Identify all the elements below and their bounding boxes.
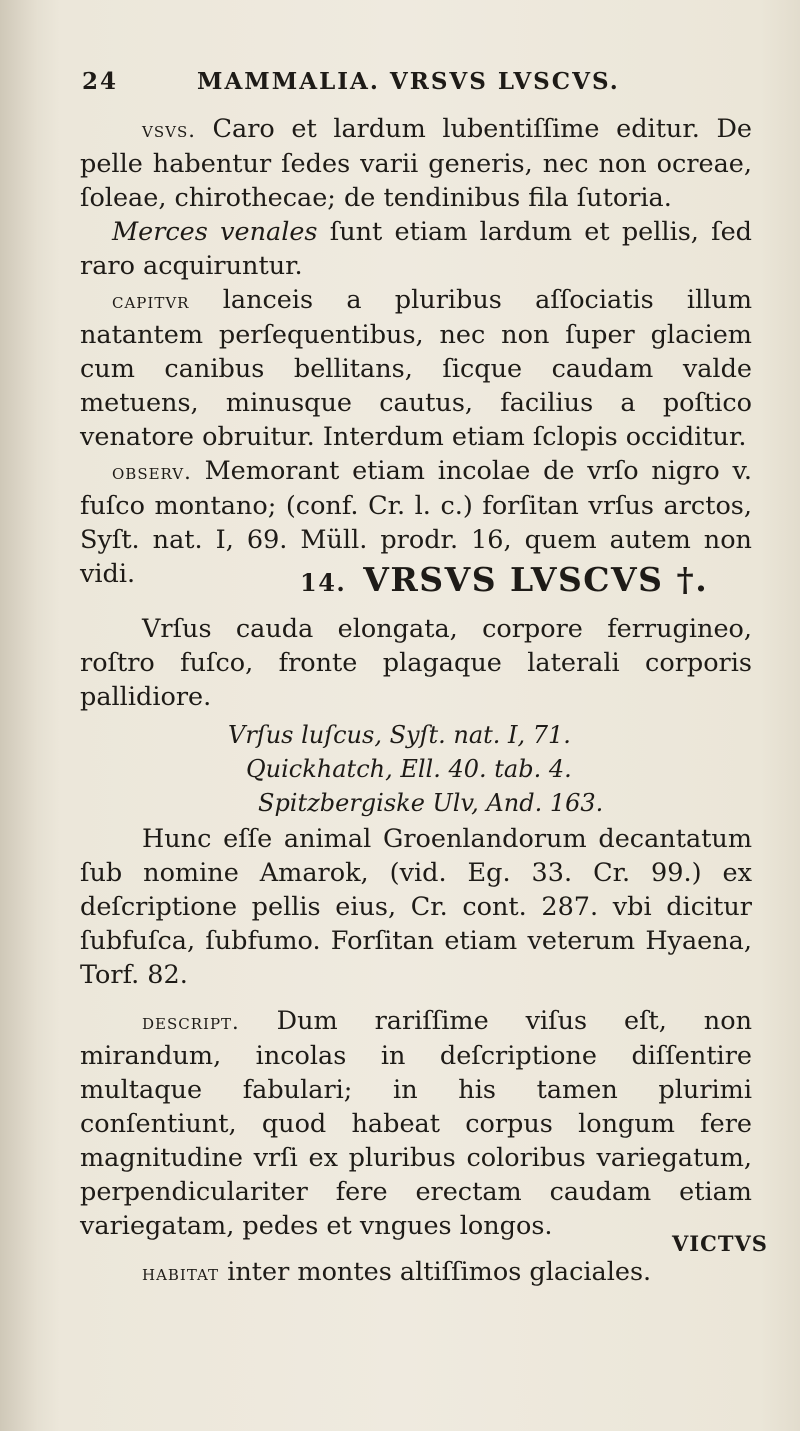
paragraph-lead: observ. — [112, 460, 192, 484]
species-number: 14. — [300, 568, 347, 597]
species-description-block — [80, 612, 752, 714]
catchword: VICTVS — [672, 1231, 768, 1256]
paragraph-lead: capitvr — [112, 289, 190, 313]
paragraph-description — [80, 1004, 752, 1243]
paragraph-body: Caro et lardum lubentiſſime editur. De pelle habentur ſedes varii generis, nec non ocreae, ſoleae, chirothecae; de tendinibus fila ſutoria. — [80, 114, 752, 213]
paragraph-body: Memorant etiam incolae de vrſo nigro v. fuſco montano; (conf. Cr. l. c.) forſitan vrſus arctos, Syſt. nat. I, 69. Müll. prodr. 16, quem autem non vidi. — [80, 456, 752, 589]
running-header — [82, 68, 682, 102]
paragraph-uses — [80, 112, 752, 215]
page-binding-shadow — [0, 0, 38, 1431]
paragraph-merces — [80, 215, 752, 283]
species-heading — [300, 560, 708, 599]
species-title: VRSVS LVSCVS †. — [363, 560, 709, 599]
paragraph-body: lanceis a pluribus aſſociatis illum natantem perſequentibus, nec non ſuper glaciem cum canibus bellitans, ſicque caudam valde metuens, minusque cautus, facilius a poſtico venatore obruitur. Interdum etiam ſclopis occiditur. — [80, 285, 752, 452]
paragraph-lead: Merces venales — [112, 217, 318, 247]
upper-text-block — [80, 112, 752, 591]
synonym-item: Spitzbergiske Ulv, And. 163. — [258, 789, 604, 817]
synonym-list — [228, 718, 728, 820]
page-number: 24 — [82, 68, 119, 95]
paragraph-lead: habitat — [142, 1261, 220, 1285]
paragraph-lead: vsvs. — [142, 118, 196, 142]
paragraph-body: Dum rariſſime viſus eſt, non mirandum, incolas in deſcriptione diſſentire multaque fabulari; in his tamen plurimi conſentiunt, quod habeat corpus longum fere magnitudine vrſi ex pluribus coloribus variegatum, perpendiculariter fere erectam caudam etiam variegatam, pedes et vngues longos. — [80, 1006, 752, 1241]
paragraph-body: ſunt etiam lardum et pellis, ſed raro acquiruntur. — [80, 217, 752, 281]
paragraph-capture — [80, 283, 752, 454]
paragraph-body: inter montes altiſſimos glaciales. — [227, 1257, 652, 1287]
paragraph-identification: Hunc eſſe animal Groenlandorum decantatum ſub nomine Amarok, (vid. Eg. 33. Cr. 99.) ex deſcriptione pellis eius, Cr. cont. 287. vbi dicitur ſubfuſca, ſubfumo. Forſitan etiam veterum Hyaena, Torf. 82. — [80, 824, 752, 990]
synonym-item: Quickhatch, Ell. 40. tab. 4. — [246, 755, 572, 783]
running-title: MAMMALIA. VRSVS LVSCVS. — [197, 68, 620, 95]
paragraph-habitat — [80, 1255, 752, 1290]
synonym-item: Vrſus luſcus, Syſt. nat. I, 71. — [228, 721, 571, 749]
paragraph-lead: descript. — [142, 1010, 240, 1034]
species-description: Vrſus cauda elongata, corpore ferrugineo, roſtro fuſco, fronte plagaque laterali corporis pallidiore. — [80, 614, 752, 712]
lower-text-block — [80, 822, 752, 1290]
